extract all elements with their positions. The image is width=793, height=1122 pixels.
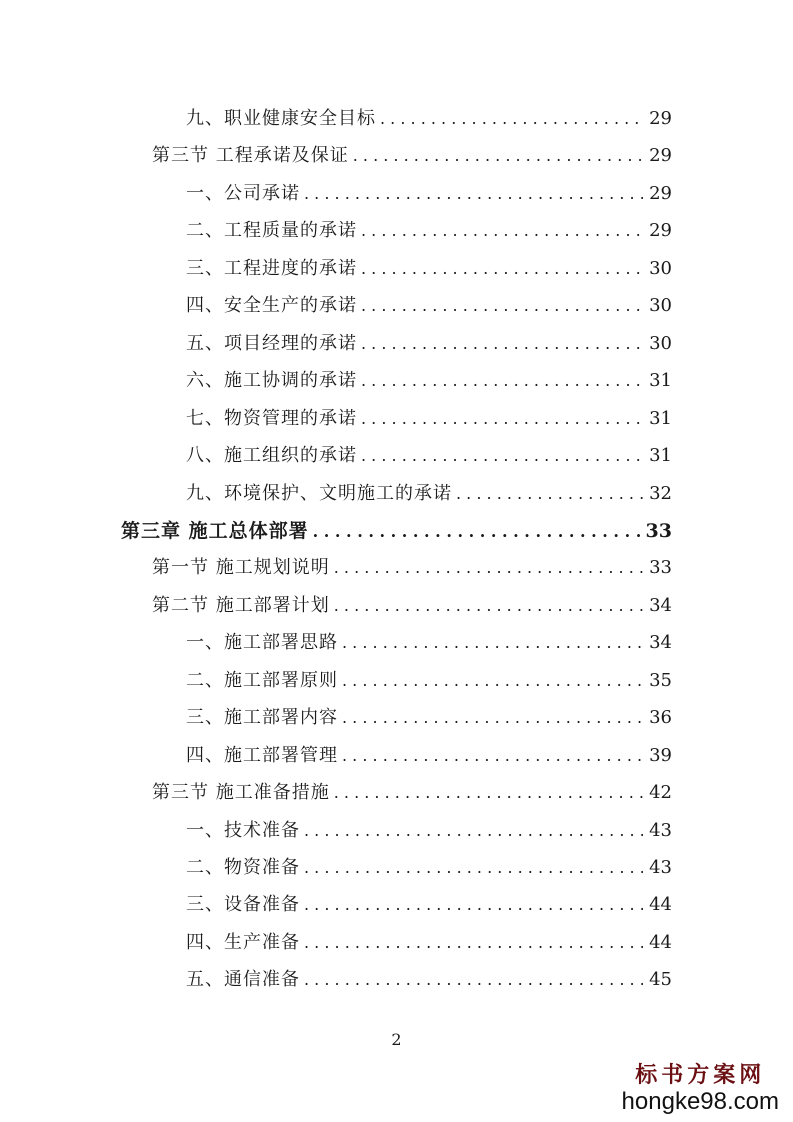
toc-dot-leader (361, 329, 643, 359)
toc-entry-item[interactable] (0, 254, 672, 284)
toc-entry-item[interactable] (0, 366, 672, 396)
toc-dot-leader (361, 254, 643, 284)
toc-entry-title: 五、项目经理的承诺 (186, 332, 357, 354)
toc-entry-title: 二、工程质量的承诺 (186, 220, 357, 242)
toc-dot-leader (304, 816, 643, 846)
toc-dot-leader (304, 890, 643, 920)
toc-entry-title: 一、施工部署思路 (186, 632, 338, 654)
toc-entry-page: 30 (649, 295, 672, 317)
watermark-url: hongke98.com (621, 1088, 779, 1115)
toc-entry-page: 39 (649, 744, 672, 766)
toc-entry-page: 35 (649, 669, 672, 691)
toc-entry-page: 29 (649, 108, 672, 129)
toc-dot-leader (334, 778, 643, 808)
toc-dot-leader (361, 404, 643, 434)
toc-entry-item[interactable] (0, 291, 672, 321)
toc-entry-page: 30 (649, 332, 672, 354)
toc-entry-item[interactable] (0, 890, 672, 920)
toc-dot-leader (342, 628, 643, 658)
toc-entry-page: 30 (649, 257, 672, 279)
toc-entry-page: 31 (649, 370, 672, 392)
toc-entry-title: 三、施工部署内容 (186, 707, 338, 729)
toc-entry-item[interactable] (0, 216, 672, 246)
toc-entry-section[interactable] (0, 591, 672, 621)
toc-entry-item[interactable] (0, 441, 672, 471)
toc-entry-page: 29 (649, 145, 672, 167)
toc-entry-item[interactable] (0, 666, 672, 696)
toc-entry-page: 29 (649, 182, 672, 204)
watermark-title: 标书方案网 (635, 1062, 766, 1088)
toc-entry-page: 36 (649, 707, 672, 729)
toc-entry-title: 第三章 施工总体部署 (121, 519, 309, 542)
toc-entry-item[interactable] (0, 965, 672, 995)
toc-entry-title: 第三节 施工准备措施 (152, 782, 330, 804)
toc-entry-page: 34 (649, 594, 672, 616)
toc-entry-item[interactable] (0, 179, 672, 209)
toc-entry-page: 29 (649, 220, 672, 242)
toc-dot-leader (361, 366, 643, 396)
toc-dot-leader (380, 104, 643, 134)
toc-dot-leader (304, 179, 643, 209)
toc-entry-title: 六、施工协调的承诺 (186, 370, 357, 392)
toc-dot-leader (304, 965, 643, 995)
toc-entry-item[interactable] (0, 104, 672, 134)
toc-entry-title: 五、通信准备 (186, 969, 300, 991)
toc-entry-title: 二、物资准备 (186, 857, 300, 878)
toc-entry-page: 32 (649, 482, 672, 504)
toc-dot-leader (361, 216, 643, 246)
toc-dot-leader (342, 666, 643, 696)
toc-entry-title: 一、公司承诺 (186, 182, 300, 204)
toc-entry-item[interactable] (0, 816, 672, 846)
toc-entry-page: 34 (649, 632, 672, 654)
toc-dot-leader (313, 517, 640, 547)
toc-entry-section[interactable] (0, 553, 672, 583)
page-number: 2 (391, 1030, 402, 1049)
toc-entry-page: 31 (649, 407, 672, 429)
toc-entry-item[interactable] (0, 928, 672, 958)
toc-entry-title: 四、生产准备 (186, 931, 300, 953)
toc-entry-item[interactable] (0, 329, 672, 359)
toc-entry-page: 45 (649, 969, 672, 991)
toc-entry-section[interactable] (0, 141, 672, 171)
toc-entry-item[interactable] (0, 703, 672, 733)
toc-entry-item[interactable] (0, 628, 672, 658)
toc-dot-leader (361, 291, 643, 321)
toc-entry-title: 第一节 施工规划说明 (152, 557, 330, 579)
toc-dot-leader (342, 703, 643, 733)
toc-entry-page: 33 (649, 557, 672, 579)
toc-entry-page: 31 (649, 445, 672, 467)
watermark-logo (622, 1064, 779, 1114)
toc-entry-page: 44 (649, 931, 672, 953)
toc-entry-title: 九、环境保护、文明施工的承诺 (186, 482, 452, 504)
toc-dot-leader (304, 853, 643, 883)
toc-dot-leader (361, 441, 643, 471)
toc-entry-page: 43 (649, 857, 672, 878)
toc-entry-title: 四、施工部署管理 (186, 744, 338, 766)
toc-entry-page: 33 (645, 519, 672, 542)
toc-entry-title: 四、安全生产的承诺 (186, 295, 357, 317)
toc-dot-leader (342, 741, 643, 771)
toc-entry-item[interactable] (0, 853, 672, 883)
toc-entry-item[interactable] (0, 741, 672, 771)
toc-dot-leader (353, 141, 643, 171)
toc-entry-page: 42 (649, 782, 672, 804)
toc-entry-title: 二、施工部署原则 (186, 669, 338, 691)
toc-entry-title: 第三节 工程承诺及保证 (152, 145, 349, 167)
toc-entry-title: 第二节 施工部署计划 (152, 594, 330, 616)
toc-entry-title: 三、工程进度的承诺 (186, 257, 357, 279)
toc-entry-page: 43 (649, 819, 672, 841)
toc-entry-section[interactable] (0, 778, 672, 808)
toc-entry-title: 九、职业健康安全目标 (186, 108, 376, 129)
toc-dot-leader (456, 479, 643, 509)
toc-entry-title: 一、技术准备 (186, 819, 300, 841)
toc-entry-item[interactable] (0, 479, 672, 509)
toc-entry-title: 八、施工组织的承诺 (186, 445, 357, 467)
toc-entry-title: 七、物资管理的承诺 (186, 407, 357, 429)
toc-dot-leader (334, 553, 643, 583)
toc-dot-leader (334, 591, 643, 621)
toc-dot-leader (304, 928, 643, 958)
toc-entry-title: 三、设备准备 (186, 894, 300, 916)
toc-entry-item[interactable] (0, 404, 672, 434)
toc-entry-chapter[interactable] (0, 516, 672, 546)
toc-entry-page: 44 (649, 894, 672, 916)
